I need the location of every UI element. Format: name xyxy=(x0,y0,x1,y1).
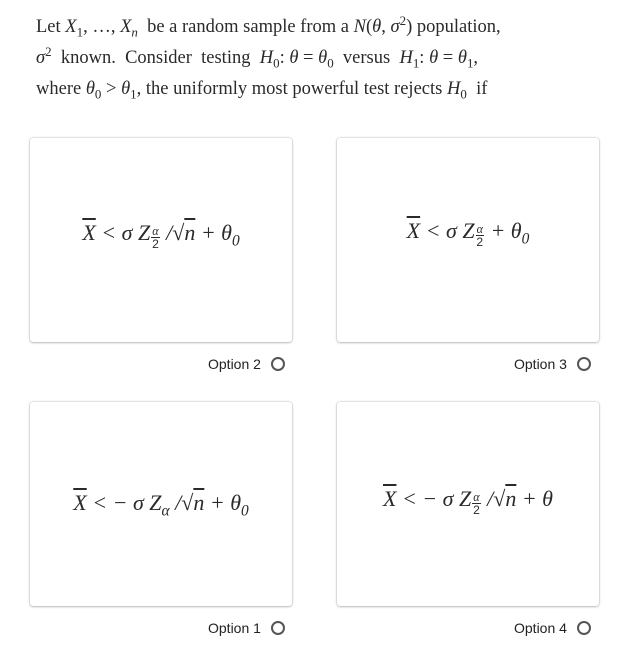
option-1-radio[interactable] xyxy=(271,621,285,635)
option-1-card[interactable] xyxy=(30,402,292,606)
option-2-card[interactable] xyxy=(30,138,292,342)
option-4-card[interactable] xyxy=(337,402,599,606)
option-3-label: Option 3 xyxy=(514,356,567,372)
option-2-formula: $\overline{X} < \sigma$ Z $\frac{\alpha}{2}$ $/√n + \theta_0$ xyxy=(82,220,240,252)
option-4-radio[interactable] xyxy=(577,621,591,635)
option-4-formula: $\overline{X}$ < − σ Z $\frac{\alpha}{2}$ /√n + θ xyxy=(383,486,553,518)
option-4-choice[interactable] xyxy=(514,620,591,636)
question-text xyxy=(36,12,596,105)
question-line-1: Let $X_1$, …, $X_n$ be a random sample from a N(θ, $\sigma^2$) population, xyxy=(36,12,501,40)
option-2-choice[interactable] xyxy=(208,356,285,372)
option-3-radio[interactable] xyxy=(577,357,591,371)
option-3-choice[interactable] xyxy=(514,356,591,372)
option-3-formula: $\overline{X} < \sigma$ Z $\frac{\alpha}{2}$ + $\theta_0$ xyxy=(406,218,530,250)
question-line-3: where $\theta_0 > \theta_1$, the uniformly most powerful test rejects $H_0$ if xyxy=(36,79,488,102)
question-line-2: $\sigma^2$ known. Consider testing $H_0$: $\theta = \theta_0$ versus $H_1$: $\theta = \theta_1$, xyxy=(36,43,479,71)
option-1-choice[interactable] xyxy=(208,620,285,636)
option-2-radio[interactable] xyxy=(271,357,285,371)
option-1-label: Option 1 xyxy=(208,620,261,636)
option-1-formula: $\overline{X}$ < − σ $Z_\alpha$ $/√n + \theta_0$ xyxy=(73,490,249,520)
option-3-card[interactable] xyxy=(337,138,599,342)
option-4-label: Option 4 xyxy=(514,620,567,636)
option-2-label: Option 2 xyxy=(208,356,261,372)
